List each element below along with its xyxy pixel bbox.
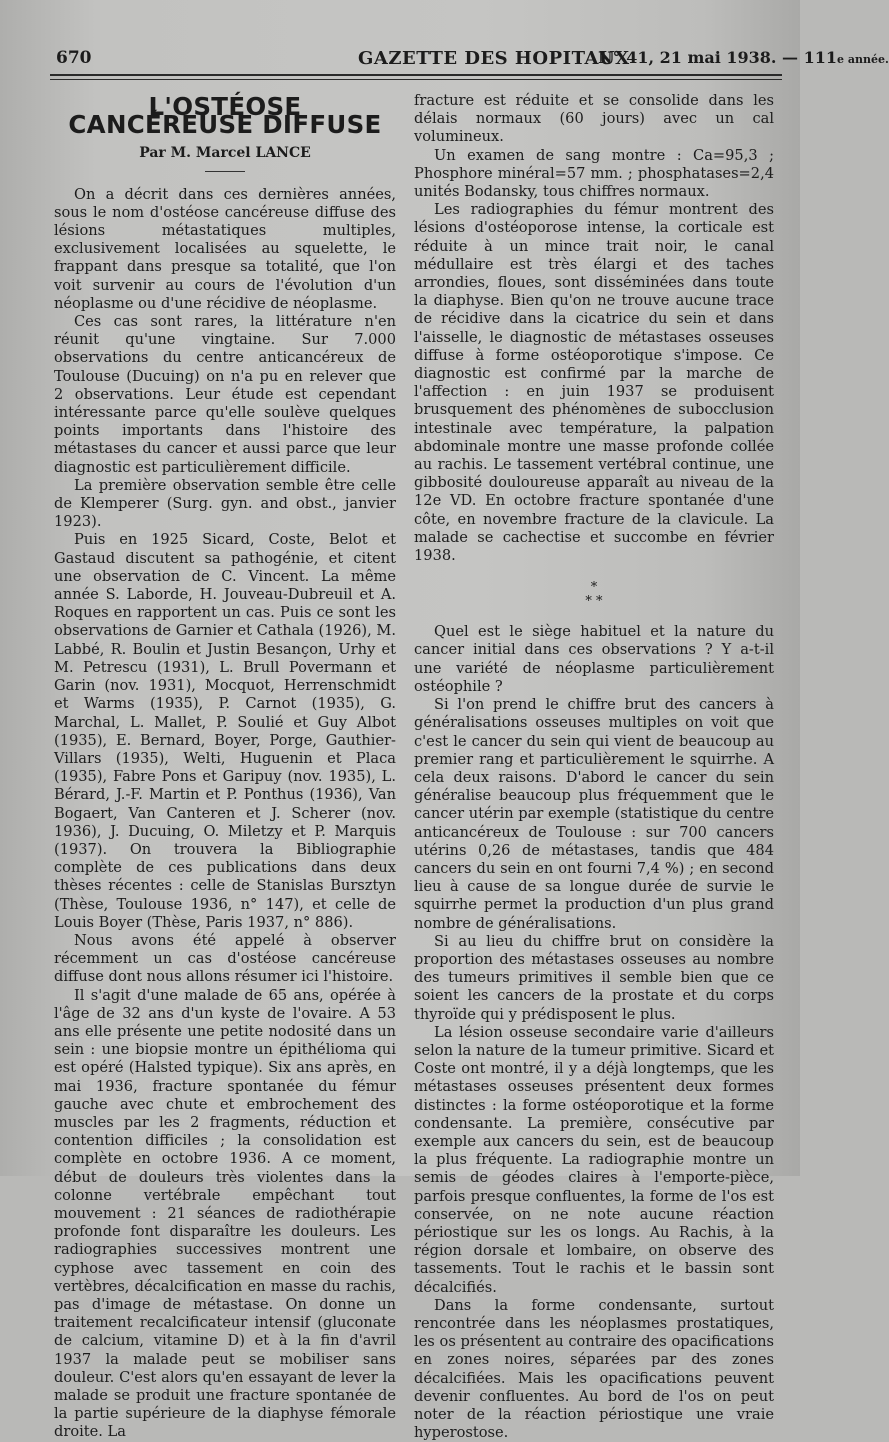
paragraph: Si au lieu du chiffre brut on considère la proportion des métastases osseuses au nombre des tumeurs primitives il semble bien que ce soient les cancers de la prostate et du corps thyroïde qui y prédisposent le plus. <box>414 932 774 1023</box>
separator-star-top: * <box>590 580 598 596</box>
paragraph: Ces cas sont rares, la littérature n'en réunit qu'une vingtaine. Sur 7.000 observations du centre anticancéreux de Toulouse (Ducuing) on n'a pu en relever que 2 observations. Leur étude est cependant intéressante parce qu'elle soulève quelques points importants dans l'histoire des métastases du cancer et aussi parce que leur diagnostic est particulièrement difficile. <box>54 313 396 476</box>
paragraph: On a décrit dans ces dernières années, sous le nom d'ostéose cancéreuse diffuse des lésions métastatiques multiples, exclusivement localisées au squelette, le frappant dans presque sa totalité, que l'on voit survenir au cours de l'évolution d'un néoplasme ou d'une récidive de néoplasme. <box>54 185 396 312</box>
section-separator <box>414 581 774 609</box>
paragraph: Un examen de sang montre : Ca=95,3 ; Phosphore minéral=57 mm. ; phosphatases=2,4 unités Bodansky, tous chiffres normaux. <box>414 146 774 201</box>
issue-info <box>598 48 889 67</box>
byline-divider <box>205 171 245 172</box>
paragraph: Puis en 1925 Sicard, Coste, Belot et Gastaud discutent sa pathogénie, et citent une observation de C. Vincent. La même année S. Laborde, H. Jouveau-Dubreuil et A. Roques en rapportent un cas. Puis ce sont les observations de Garnier et Cathala (1926), M. Labbé, R. Boulin et Justin Besançon, Urhy et M. Petrescu (1931), L. Brull Povermann et Garin (nov. 1931), Mocquot, Herrenschmidt et Warms (1935), P. Carnot (1935), G. Marchal, L. Mallet, P. Soulié et Guy Albot (1935), E. Bernard, Boyer, Porge, Gauthier-Villars (1935), Welti, Huguenin et Placa (1935), Fabre Pons et Garipuy (nov. 1935), L. Bérard, J.-F. Martin et P. Ponthus (1936), Van Bogaert, Van Canteren et J. Scherer (nov. 1936), J. Ducuing, O. Miletzy et P. Marquis (1937). On trouvera la Bibliographie complète de ces publications dans deux thèses récentes : celle de Stanislas Bursztyn (Thèse, Toulouse 1936, n° 147), et celle de Louis Boyer (Thèse, Paris 1937, n° 886). <box>54 531 396 931</box>
right-column <box>414 92 774 1442</box>
article-byline: Par M. Marcel LANCE <box>139 145 311 162</box>
page-header <box>38 40 889 70</box>
article-title: L'OSTÉOSE CANCÉREUSE DIFFUSE <box>68 92 382 140</box>
issue-date: N° 41, 21 mai 1938. — 111 <box>598 48 838 67</box>
page-number: 670 <box>56 48 92 68</box>
issue-year-suffix: e année. <box>837 53 889 66</box>
paragraph: La première observation semble être celle de Klemperer (Surg. gyn. and obst., janvier 1923). <box>54 476 396 531</box>
header-rule-thin <box>50 79 782 80</box>
paragraph: fracture est réduite et se consolide dans les délais normaux (60 jours) avec un cal volumineux. <box>414 92 774 146</box>
separator-star-bottom: * * <box>585 594 603 610</box>
header-rule-thick <box>50 74 782 76</box>
paragraph: La lésion osseuse secondaire varie d'ailleurs selon la nature de la tumeur primitive. Sicard et Coste ont montré, il y a déjà longtemps, que les métastases osseuses présentent deux formes distinctes : la forme ostéoporotique et la forme condensante. La première, consécutive par exemple aux cancers du sein, est de beaucoup la plus fréquente. La radiographie montre un semis de géodes claires à l'emporte-pièce, parfois presque confluentes, la forme de l'os est conservée, on ne note aucune réaction périostique sur les os longs. Au Rachis, à la région dorsale et lombaire, on observe des tassements. Tout le rachis et le bassin sont décalcifiés. <box>414 1023 774 1296</box>
journal-title: GAZETTE DES HOPITAUX <box>358 48 630 69</box>
paragraph: Les radiographies du fémur montrent des lésions d'ostéoporose intense, la corticale est réduite à un mince trait noir, le canal médullaire est très élargi et des taches arrondies, floues, sont disséminées dans toute la diaphyse. Bien qu'on ne trouve aucune trace de récidive dans la cicatrice du sein et dans l'aisselle, le diagnostic de métastases osseuses diffuse à forme ostéoporotique s'impose. Ce diagnostic est confirmé par la marche de l'affection : en juin 1937 se produisent brusquement des phénomènes de subocclusion intestinale avec température, la palpation abdominale montre une masse profonde collée au rachis. Le tassement vertébral continue, une gibbosité douloureuse apparaît au niveau de la 12e VD. En octobre fracture spontanée d'une côte, en novembre fracture de la clavicule. La malade se cachectise et succombe en février 1938. <box>414 201 774 565</box>
paragraph: Il s'agit d'une malade de 65 ans, opérée à l'âge de 32 ans d'un kyste de l'ovaire. A 53 ans elle présente une petite nodosité dans un sein : une biopsie montre un épithélioma qui est opéré (Halsted typique). Six ans après, en mai 1936, fracture spontanée du fémur gauche avec chute et embrochement des muscles par les 2 fragments, réduction et contention difficiles ; la consolidation est complète en octobre 1936. A ce moment, début de douleurs très violentes dans la colonne vertébrale empêchant tout mouvement : 21 séances de radiothérapie profonde font disparaître les douleurs. Les radiographies successives montrent une cyphose avec tassement en coin des vertèbres, décalcification en masse du rachis, pas d'image de métastase. On donne un traitement recalcificateur intensif (gluconate de calcium, vitamine D) et à la fin d'avril 1937 la malade peut se mobiliser sans douleur. C'est alors qu'en essayant de lever la malade se produit une fracture spontanée de la partie supérieure de la diaphyse fémorale droite. La <box>54 986 396 1441</box>
left-column <box>54 92 396 1442</box>
paragraph: Dans la forme condensante, surtout rencontrée dans les néoplasmes prostatiques, les os présentent au contraire des opacifications en zones noires, séparées par des zones décalcifiées. Mais les opacifications peuvent devenir confluentes. Au bord de l'os on peut noter de la réaction périostique une vraie hyperostose. <box>414 1296 774 1442</box>
paragraph: Si l'on prend le chiffre brut des cancers à généralisations osseuses multiples on voit que c'est le cancer du sein qui vient de beaucoup au premier rang et particulièrement le squirrhe. A cela deux raisons. D'abord le cancer du sein généralise beaucoup plus fréquemment que le cancer utérin par exemple (statistique du centre anticancéreux de Toulouse : sur 700 cancers utérins 0,26 de métastases, tandis que 484 cancers du sein en ont fourni 7,4 %) ; en second lieu à cause de sa longue durée de survie le squirrhe permet la production d'un plus grand nombre de généralisations. <box>414 696 774 932</box>
paragraph: Nous avons été appelé à observer récemment un cas d'ostéose cancéreuse diffuse dont nous allons résumer ici l'histoire. <box>54 931 396 986</box>
paragraph: Quel est le siège habituel et la nature du cancer initial dans ces observations ? Y a-t-il une variété de néoplasme particulièrement ostéophile ? <box>414 623 774 695</box>
